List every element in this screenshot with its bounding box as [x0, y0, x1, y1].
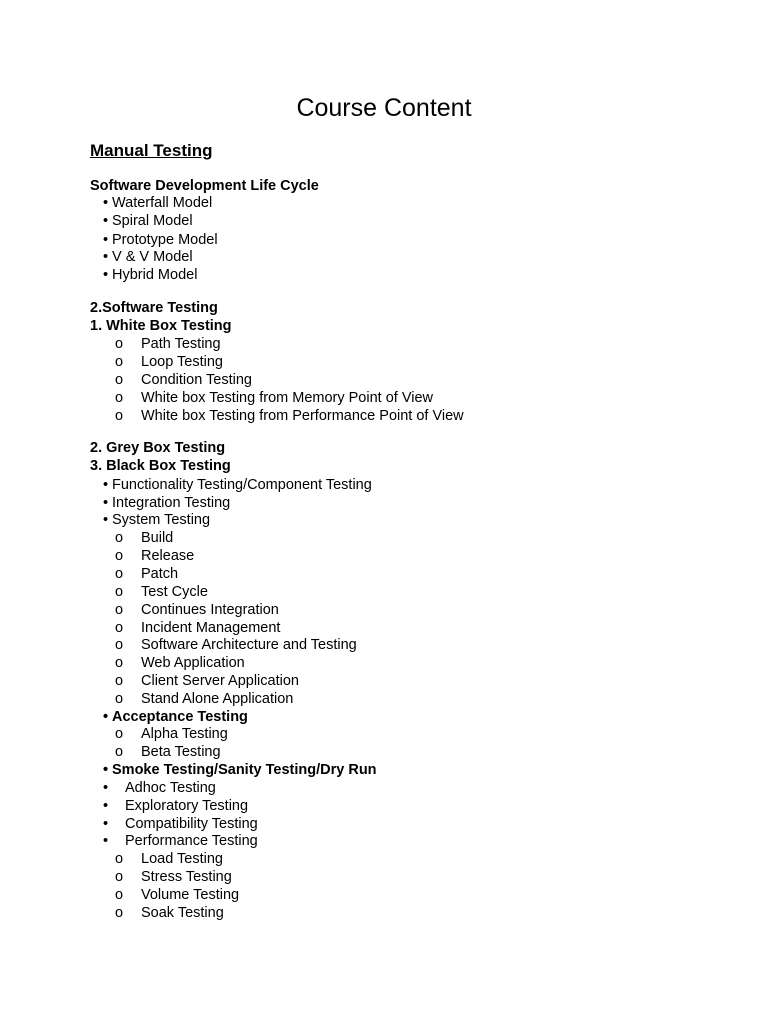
circle-bullet-icon: o: [115, 637, 124, 653]
list-item-text: Spiral Model: [112, 213, 193, 229]
bullet-icon: •: [103, 512, 109, 528]
list-item-text: Exploratory Testing: [125, 798, 249, 814]
sub-list-item-text: Stand Alone Application: [141, 691, 294, 707]
bullet-icon: •: [103, 267, 109, 283]
bullet-icon: •: [103, 816, 109, 832]
list-heading-text: 2.Software Testing: [90, 300, 218, 316]
bullet-icon: •: [103, 709, 109, 725]
sub-list-item-text: Stress Testing: [141, 869, 232, 885]
circle-bullet-icon: o: [115, 869, 124, 885]
list-heading-text: 1. White Box Testing: [90, 318, 232, 334]
list-item-text: Functionality Testing/Component Testing: [112, 477, 372, 493]
list-item-text: Performance Testing: [125, 833, 258, 849]
bullet-icon: •: [103, 833, 109, 849]
list-heading-text: 2. Grey Box Testing: [90, 440, 226, 456]
list-item-text: Prototype Model: [112, 232, 218, 248]
sub-list-item-text: Loop Testing: [141, 354, 223, 370]
circle-bullet-icon: o: [115, 887, 124, 903]
page-title: Course Content: [296, 94, 472, 122]
list-item-text: Adhoc Testing: [125, 780, 216, 796]
circle-bullet-icon: o: [115, 905, 124, 921]
sub-list-item-text: Build: [141, 530, 174, 546]
circle-bullet-icon: o: [115, 336, 124, 352]
circle-bullet-icon: o: [115, 851, 124, 867]
circle-bullet-icon: o: [115, 691, 124, 707]
sub-list-item-text: White box Testing from Performance Point of View: [141, 408, 464, 424]
circle-bullet-icon: o: [115, 530, 124, 546]
sub-list-item-text: Software Architecture and Testing: [141, 637, 357, 653]
list-item-text: Smoke Testing/Sanity Testing/Dry Run: [112, 762, 377, 778]
sub-list-item-text: Client Server Application: [141, 673, 299, 689]
list-heading-text: Software Development Life Cycle: [90, 178, 319, 194]
circle-bullet-icon: o: [115, 655, 124, 671]
bullet-icon: •: [103, 249, 109, 265]
bullet-icon: •: [103, 477, 109, 493]
circle-bullet-icon: o: [115, 566, 124, 582]
bullet-icon: •: [103, 495, 109, 511]
sub-list-item-text: Alpha Testing: [141, 726, 228, 742]
sub-list-item-text: Test Cycle: [141, 584, 208, 600]
sub-list-item-text: Soak Testing: [141, 905, 224, 921]
circle-bullet-icon: o: [115, 584, 124, 600]
sub-list-item-text: Load Testing: [141, 851, 223, 867]
section-heading: Manual Testing: [90, 141, 213, 160]
circle-bullet-icon: o: [115, 390, 124, 406]
list-item-text: System Testing: [112, 512, 211, 528]
list-item-text: V & V Model: [112, 249, 193, 265]
circle-bullet-icon: o: [115, 408, 124, 424]
list-item-text: Integration Testing: [112, 495, 231, 511]
sub-list-item-text: Patch: [141, 566, 179, 582]
sub-list-item-text: Continues Integration: [141, 602, 279, 618]
list-item-text: Hybrid Model: [112, 267, 198, 283]
bullet-icon: •: [103, 232, 109, 248]
circle-bullet-icon: o: [115, 620, 124, 636]
circle-bullet-icon: o: [115, 602, 124, 618]
circle-bullet-icon: o: [115, 673, 124, 689]
list-item-text: Compatibility Testing: [125, 816, 258, 832]
circle-bullet-icon: o: [115, 726, 124, 742]
list-heading-text: 3. Black Box Testing: [90, 458, 231, 474]
sub-list-item-text: Volume Testing: [141, 887, 240, 903]
sub-list-item-text: Release: [141, 548, 195, 564]
bullet-icon: •: [103, 780, 109, 796]
sub-list-item-text: Path Testing: [141, 336, 221, 352]
bullet-icon: •: [103, 762, 109, 778]
sub-list-item-text: Incident Management: [141, 620, 281, 636]
circle-bullet-icon: o: [115, 372, 124, 388]
bullet-icon: •: [103, 195, 109, 211]
circle-bullet-icon: o: [115, 354, 124, 370]
sub-list-item-text: Web Application: [141, 655, 245, 671]
circle-bullet-icon: o: [115, 744, 124, 760]
sub-list-item-text: White box Testing from Memory Point of View: [141, 390, 433, 406]
list-item-text: Waterfall Model: [112, 195, 213, 211]
list-item-text: Acceptance Testing: [112, 709, 248, 725]
sub-list-item-text: Condition Testing: [141, 372, 252, 388]
sub-list-item-text: Beta Testing: [141, 744, 221, 760]
bullet-icon: •: [103, 798, 109, 814]
bullet-icon: •: [103, 213, 109, 229]
circle-bullet-icon: o: [115, 548, 124, 564]
